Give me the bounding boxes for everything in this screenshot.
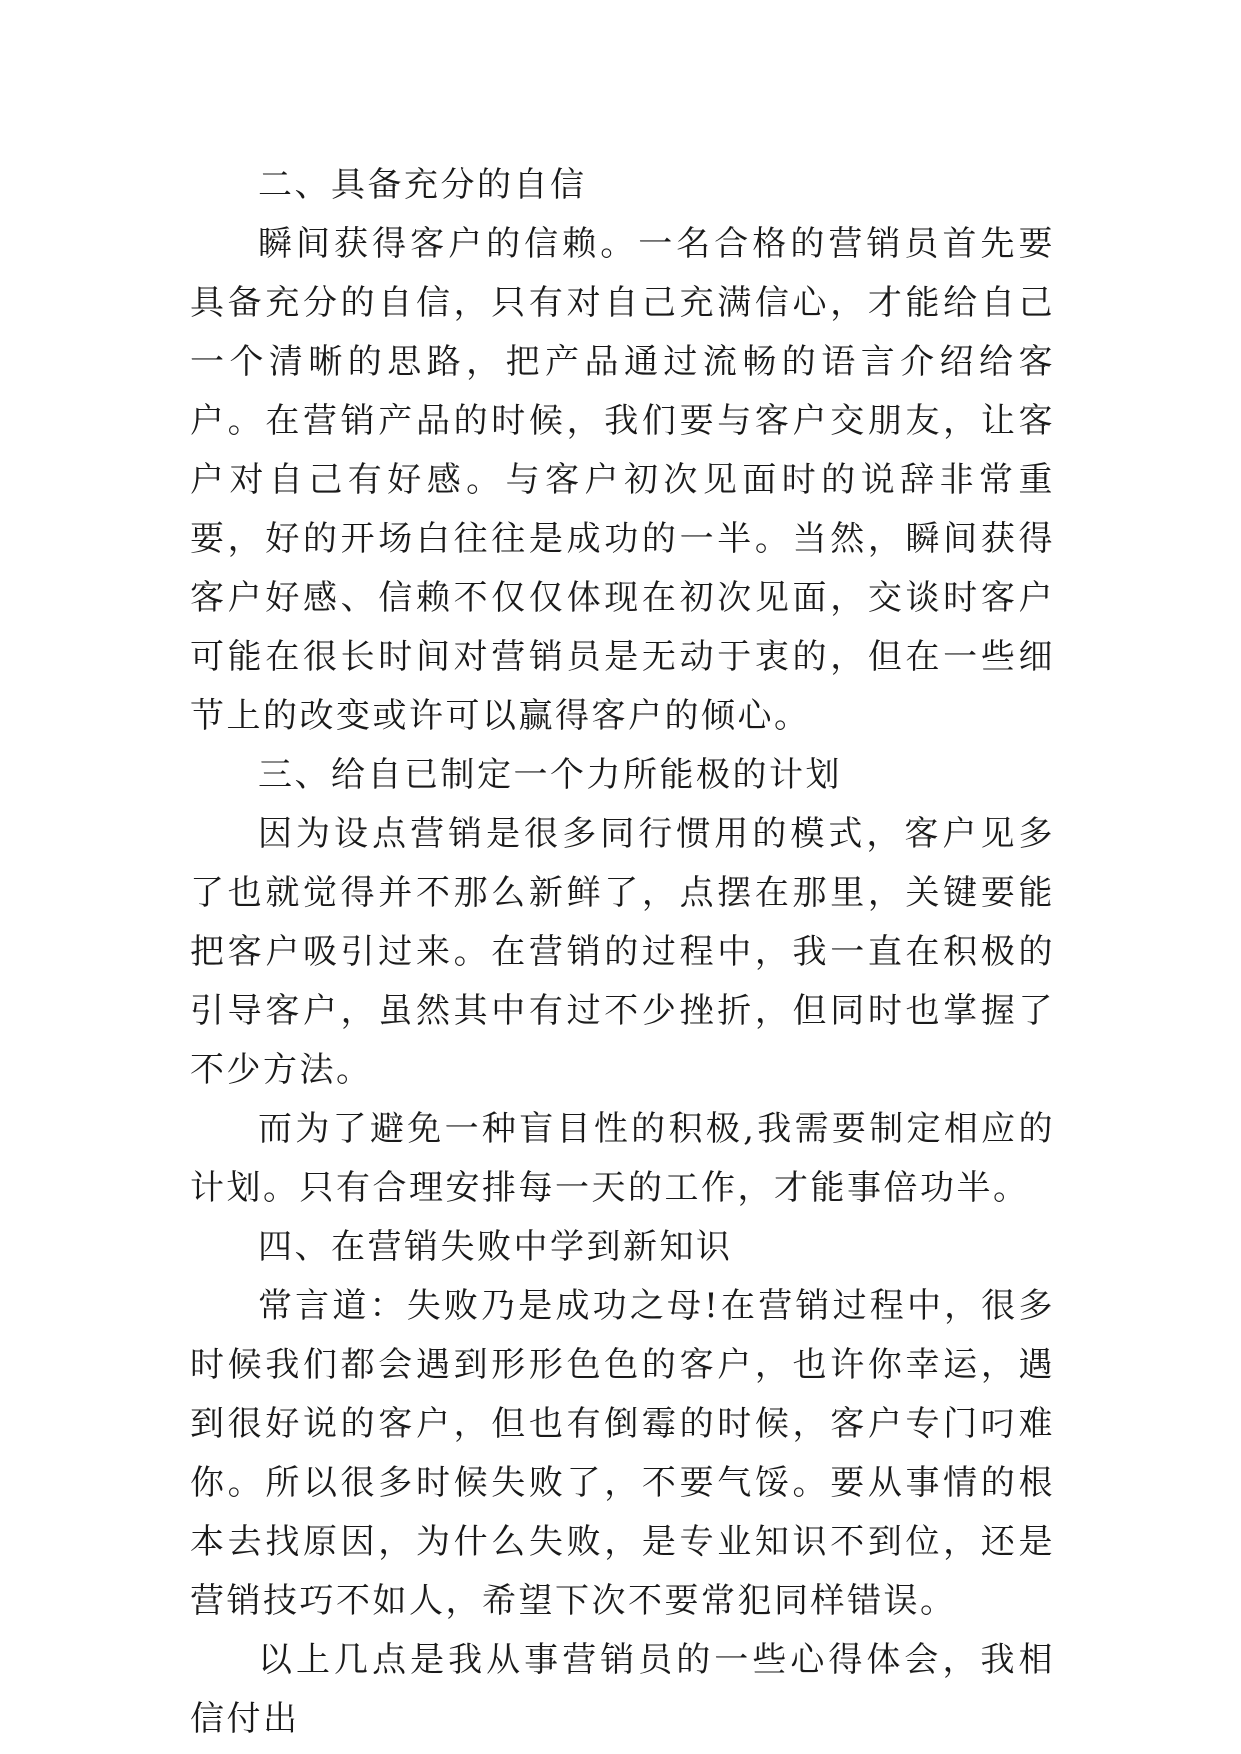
section-heading-2: 二、具备充分的自信 [258,165,587,205]
body-paragraph: 因为设点营销是很多同行惯用的模式，客户见多了也就觉得并不那么新鲜了，点摆在那里，关键要能把客户吸引过来。在营销的过程中，我一直在积极的引导客户，虽然其中有过不少挫折，但同时也掌握了不少方法。 [190,814,1055,1090]
body-paragraph: 常言道：失败乃是成功之母!在营销过程中，很多时候我们都会遇到形形色色的客户，也许你幸运，遇到很好说的客户，但也有倒霉的时候，客户专门叼难你。所以很多时候失败了，不要气馁。要从事情的根本去找原因，为什么失败，是专业知识不到位，还是营销技巧不如人，希望下次不要常犯同样错误。 [190,1286,1055,1621]
section-heading-4: 四、在营销失败中学到新知识 [258,1227,733,1267]
body-paragraph: 而为了避免一种盲目性的积极,我需要制定相应的计划。只有合理安排每一天的工作，才能事倍功半。 [190,1109,1055,1208]
body-paragraph: 以上几点是我从事营销员的一些心得体会，我相信付出 [190,1640,1055,1739]
section-heading-3: 三、给自已制定一个力所能极的计划 [258,755,842,795]
document-body [190,156,1055,1749]
body-paragraph: 瞬间获得客户的信赖。一名合格的营销员首先要具备充分的自信，只有对自己充满信心，才能给自己一个清晰的思路，把产品通过流畅的语言介绍给客户。在营销产品的时候，我们要与客户交朋友，让客户对自己有好感。与客户初次见面时的说辞非常重要，好的开场白往往是成功的一半。当然，瞬间获得客户好感、信赖不仅仅体现在初次见面，交谈时客户可能在很长时间对营销员是无动于衷的，但在一些细节上的改变或许可以赢得客户的倾心。 [190,224,1055,736]
